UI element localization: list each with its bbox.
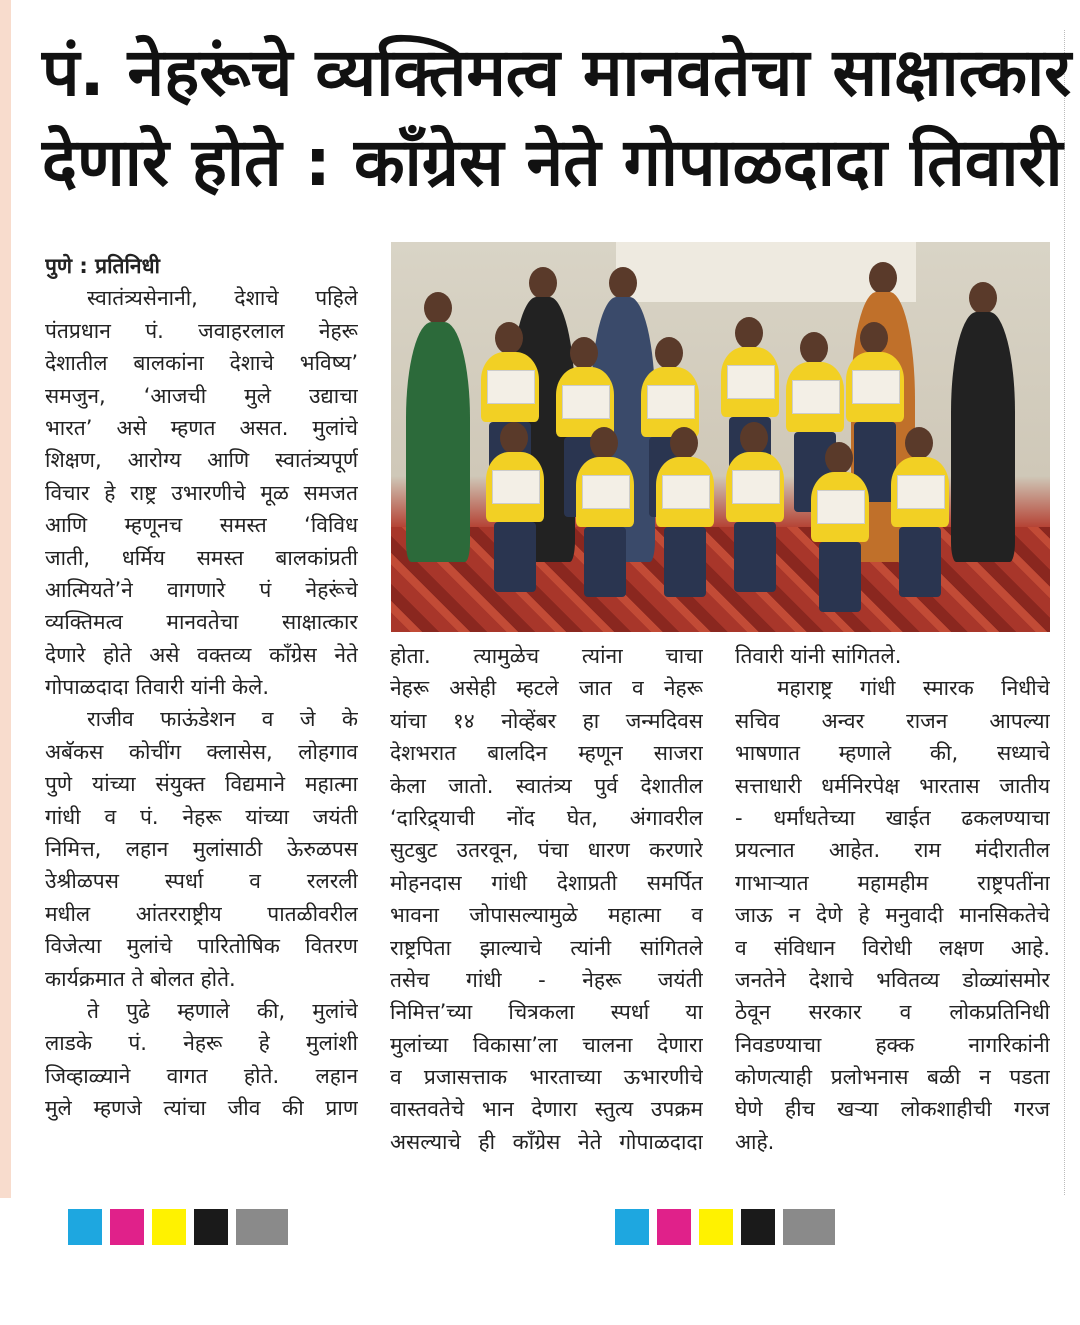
child-legs	[734, 522, 776, 592]
dateline: पुणे : प्रतिनिधी	[45, 254, 160, 278]
event-photo	[391, 242, 1050, 632]
article-line: जनतेने देशाचे भवितव्य डोळ्यांसमोर	[735, 967, 1050, 992]
article-line: मोहनदास गांधी देशाप्रती समर्पित	[390, 870, 703, 895]
article-column-3	[735, 640, 1050, 1158]
article-line: आहे.	[735, 1129, 775, 1154]
color-swatch	[615, 1209, 649, 1245]
article-line: यांचा १४ नोव्हेंबर हा जन्मदिवस	[390, 708, 703, 733]
certificate	[852, 370, 900, 404]
child-legs	[899, 527, 941, 597]
color-swatch	[194, 1209, 228, 1245]
color-swatch	[236, 1209, 288, 1245]
child-legs	[819, 542, 861, 612]
child-legs	[584, 527, 626, 597]
article-line: राजीव फाऊंडेशन व जे के	[87, 707, 358, 732]
color-swatch	[657, 1209, 691, 1245]
child-head	[655, 337, 683, 369]
article-line: देशभरात बालदिन म्हणून साजरा	[390, 741, 703, 766]
person	[951, 312, 1015, 562]
article-line: पुणे यांच्या संयुक्त विद्यमाने महात्मा	[45, 772, 358, 797]
certificate	[817, 490, 865, 524]
child-head	[495, 322, 523, 354]
article-line: व संविधान विरोधी लक्षण आहे.	[735, 935, 1050, 960]
color-swatch	[152, 1209, 186, 1245]
article-line: केला जातो. स्वातंत्र्य पुर्व देशातील	[390, 773, 703, 798]
child-head	[570, 337, 598, 369]
article-line: भावना जोपासल्यामुळे महात्मा व	[390, 903, 703, 928]
certificate	[792, 380, 840, 414]
child-head	[905, 427, 933, 459]
certificate	[647, 385, 695, 419]
article-line: जाती, धर्मिय समस्त बालकांप्रती	[45, 545, 358, 570]
article-line: विजेत्या मुलांचे पारितोषिक वितरण	[45, 934, 358, 959]
article-line: तसेच गांधी - नेहरू जयंती	[390, 967, 703, 992]
article-line: राष्ट्रपिता झाल्याचे त्यांनी सांगितले	[390, 935, 703, 960]
person-head	[529, 267, 557, 299]
article-line: तिवारी यांनी सांगितले.	[735, 644, 902, 668]
article-column-1	[45, 250, 358, 1125]
article-line: निमित्त’च्या चित्रकला स्पर्धा या	[390, 1000, 703, 1025]
person-head	[869, 262, 897, 294]
child-head	[860, 322, 888, 354]
article-line: कोणत्याही प्रलोभनास बळी न पडता	[735, 1065, 1050, 1090]
article-line: शिक्षण, आरोग्य आणि स्वातंत्र्यपूर्ण	[45, 448, 358, 473]
certificate	[897, 475, 945, 509]
article-line: उेश्रीळपस स्पर्धा व रलरली	[45, 869, 358, 894]
person-head	[424, 292, 452, 324]
article-line: सुटबुट उतरवून, पंचा धारण करणारे	[390, 838, 703, 863]
article-line: निमित्त, लहान मुलांसाठी ऊेरुळपस	[45, 837, 358, 862]
child-head	[740, 422, 768, 454]
article-line: पंतप्रधान पं. जवाहरलाल नेहरू	[45, 318, 358, 343]
article-line: प्रयत्नात आहेत. राम मंदीरातील	[735, 838, 1050, 863]
color-swatch	[783, 1209, 835, 1245]
child-head	[670, 427, 698, 459]
person	[406, 322, 470, 562]
article-line: जिव्हाळ्याने वागत होते. लहान	[45, 1063, 358, 1088]
color-registration-bar-right	[615, 1209, 835, 1245]
article-line: मुले म्हणजे त्यांचा जीव की प्राण	[45, 1096, 358, 1121]
child-legs	[664, 527, 706, 597]
article-line: ठेवून सरकार व लोकप्रतिनिधी	[735, 1000, 1050, 1025]
child-legs	[494, 522, 536, 592]
headline-line-1: पं. नेहरूंचे व्यक्तिमत्व मानवतेचा साक्षात्कार	[42, 34, 1072, 111]
article-line: समजुन, ‘आजची मुले उद्याचा	[45, 383, 358, 408]
color-swatch	[741, 1209, 775, 1245]
page-edge-strip	[0, 0, 11, 1198]
headline-line-2: देणारे होते : काँग्रेस नेते गोपाळदादा तिवारी	[42, 124, 1063, 201]
certificate	[662, 475, 710, 509]
article-line: देणारे होते असे वक्तव्य काँग्रेस नेते	[45, 642, 358, 667]
child-head	[590, 427, 618, 459]
article-line: होता. त्यामुळेच त्यांना चाचा	[390, 644, 703, 668]
article-line: सचिव अन्वर राजन आपल्या	[735, 708, 1050, 733]
child-head	[800, 332, 828, 364]
article-line: मधील आंतरराष्ट्रीय पातळीवरील	[45, 901, 358, 926]
certificate	[562, 385, 610, 419]
color-swatch	[68, 1209, 102, 1245]
person-head	[609, 267, 637, 299]
article-line: निवडण्याचा हक्क नागरिकांनी	[735, 1032, 1050, 1057]
article-line: गांधी व पं. नेहरू यांच्या जयंती	[45, 804, 358, 829]
color-registration-bar-left	[68, 1209, 288, 1245]
certificate	[492, 470, 540, 504]
article-line: - धर्मांधतेच्या खाईत ढकलण्याचा	[735, 805, 1050, 830]
article-line: महाराष्ट्र गांधी स्मारक निधीचे	[777, 676, 1050, 701]
certificate	[727, 365, 775, 399]
column-rule	[1064, 30, 1065, 1195]
child-head	[500, 422, 528, 454]
article-line: कार्यक्रमात ते बोलत होते.	[45, 966, 236, 991]
article-line: गोपाळदादा तिवारी यांनी केले.	[45, 675, 270, 700]
article-line: आणि म्हणूनच समस्त ‘विविध	[45, 513, 358, 538]
article-line: वास्तवतेचे भान देणारा स्तुत्य उपक्रम	[390, 1097, 703, 1122]
article-line: विचार हे राष्ट्र उभारणीचे मूळ समजत	[45, 480, 358, 505]
article-line: भाषणात म्हणाले की, सध्याचे	[735, 741, 1050, 766]
certificate	[732, 470, 780, 504]
article-line: भारत’ असे म्हणत असत. मुलांचे	[45, 415, 358, 440]
color-swatch	[699, 1209, 733, 1245]
article-line: नेहरू असेही म्हटले जात व नेहरू	[390, 676, 703, 701]
headline	[42, 28, 1072, 208]
article-line: असल्याचे ही काँग्रेस नेते गोपाळदादा	[390, 1129, 703, 1154]
article-line: जाऊ न देणे हे मनुवादी मानसिकतेचे	[735, 903, 1050, 928]
article-line: घेणे हीच खऱ्या लोकशाहीची गरज	[735, 1097, 1050, 1122]
article-line: अबॅकस कोचींग क्लासेस, लोहगाव	[45, 739, 358, 764]
article-line: आत्मियते’ने वागणारे पं नेहरूंचे	[45, 577, 358, 602]
article-line: सत्ताधारी धर्मनिरपेक्ष भारतास जातीय	[735, 773, 1050, 798]
article-line: लाडके पं. नेहरू हे मुलांशी	[45, 1031, 358, 1056]
article-line: ते पुढे म्हणाले की, मुलांचे	[87, 998, 358, 1023]
certificate	[582, 475, 630, 509]
person-head	[969, 282, 997, 314]
article-line: देशातील बालकांना देशाचे भविष्य’	[45, 351, 358, 376]
article-line: व्यक्तिमत्व मानवतेचा साक्षात्कार	[45, 610, 358, 635]
certificate	[487, 370, 535, 404]
article-line: व प्रजासत्ताक भारताच्या ऊभारणीचे	[390, 1065, 703, 1090]
article-column-2	[390, 640, 703, 1158]
article-line: गाभाऱ्यात महामहीम राष्ट्रपतींना	[735, 870, 1050, 895]
child-head	[735, 317, 763, 349]
article-line: स्वातंत्र्यसेनानी, देशाचे पहिले	[87, 286, 358, 311]
child-head	[825, 442, 853, 474]
color-swatch	[110, 1209, 144, 1245]
article-line: ‘दारिद्र्याची नोंद घेत, अंगावरील	[390, 805, 703, 830]
article-line: मुलांच्या विकासा’ला चालना देणारा	[390, 1032, 703, 1057]
